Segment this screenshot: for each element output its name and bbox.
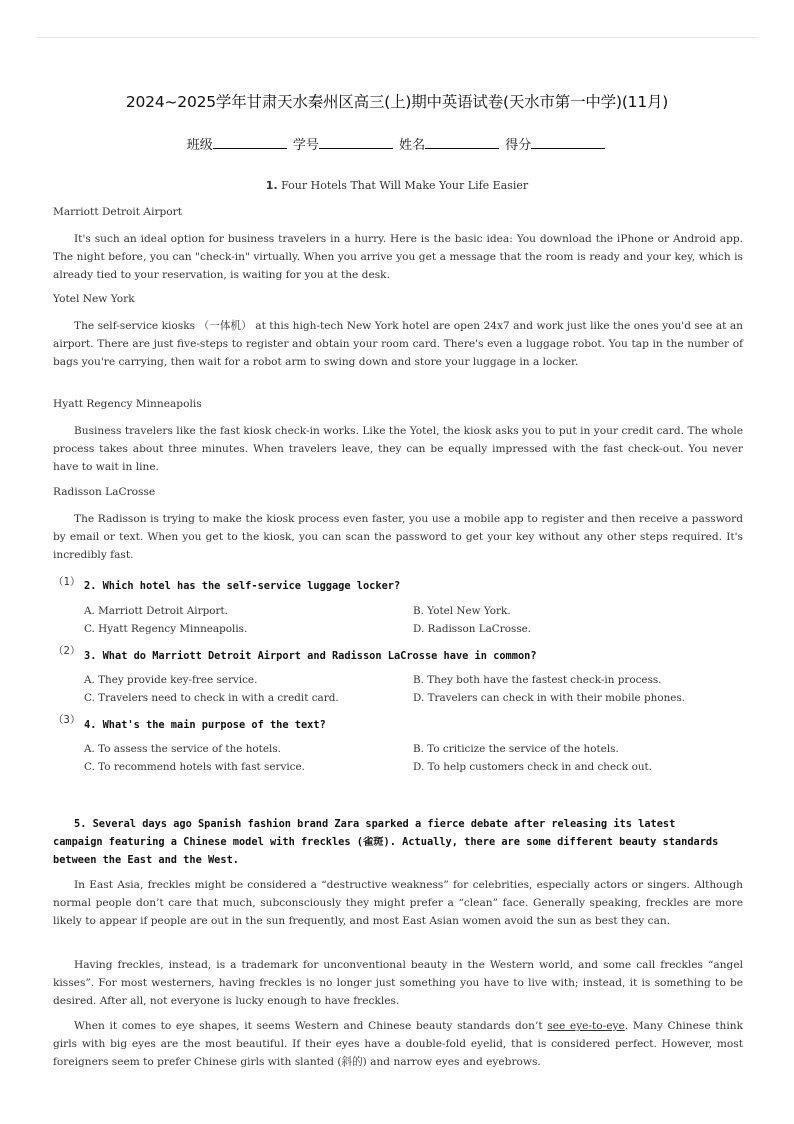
option-b[interactable]: B. Yotel New York. — [413, 605, 511, 617]
paragraph-text: . Many Chinese think girls with big eyes are the most beautiful. If their eyes have a double-fold eyelid, that is considered perfect. However, most foreigners seem to prefer Chinese girls with slanted (斜的) and narrow eyes and eyebrows. — [53, 1020, 744, 1068]
field-number-label: 学号 — [292, 138, 319, 153]
passage2-paragraph: In East Asia, freckles might be considered a “destructive weakness” for celebrities, especially actors or singers. Although normal people don’t care that much, subconsciously they might prefer a “clean” face. Generally speaking, freckles are more likely to appear if people are out in the sun frequently, and most East Asian women avoid the sun as best they can. — [53, 879, 743, 927]
field-score-label: 得分 — [505, 138, 532, 153]
hotel-name: Marriott Detroit Airport — [53, 206, 182, 218]
option-c[interactable]: C. To recommend hotels with fast service. — [84, 761, 305, 773]
paragraph-text: When it comes to eye shapes, it seems Western and Chinese beauty standards don’t — [74, 1020, 548, 1032]
hotel-name: Radisson LaCrosse — [53, 486, 156, 498]
option-c[interactable]: C. Travelers need to check in with a credit card. — [84, 692, 339, 704]
field-name-label: 姓名 — [399, 138, 426, 153]
underlined-phrase: see eye-to-eye — [547, 1020, 625, 1032]
option-d[interactable]: D. Travelers can check in with their mobile phones. — [413, 692, 686, 704]
option-a[interactable]: A. They provide key-free service. — [84, 674, 258, 686]
sub-question-number: （3） — [53, 714, 81, 726]
passage2-paragraph — [53, 1017, 743, 1071]
option-c[interactable]: C. Hyatt Regency Minneapolis. — [84, 623, 248, 635]
top-divider — [36, 37, 758, 38]
hotel-name: Yotel New York — [53, 293, 135, 305]
question-text: 2. Which hotel has the self-service luggage locker? — [84, 580, 401, 592]
field-name-blank[interactable] — [425, 136, 499, 149]
passage2-paragraph: Having freckles, instead, is a trademark for unconventional beauty in the Western world, and some call freckles “angel kisses”. For most westerners, having freckles is no longer just something you have to live with; instead, it is something to be desired. After all, not everyone is lucky enough to have freckles. — [53, 959, 743, 1007]
hotel-description: The self-service kiosks （一体机） at this high-tech New York hotel are open 24x7 and work just like the ones you'd see at an airport. There are just five-steps to register and obtain your room card. There's even a luggage robot. You tap in the number of bags you're carrying, then wait for a robot arm to swing down and store your luggage in a locker. — [53, 320, 743, 368]
field-score-blank[interactable] — [531, 136, 605, 149]
option-d[interactable]: D. Radisson LaCrosse. — [413, 623, 532, 635]
sub-question-number: （2） — [53, 645, 81, 657]
hotel-description: The Radisson is trying to make the kiosk process even faster, you use a mobile app to register and then receive a password by email or text. When you get to the kiosk, you can scan the password to get your key without any other steps required. It's incredibly fast. — [53, 513, 743, 561]
sub-question-number: （1） — [53, 576, 81, 588]
option-b[interactable]: B. To criticize the service of the hotels. — [413, 743, 619, 755]
option-d[interactable]: D. To help customers check in and check out. — [413, 761, 652, 773]
option-a[interactable]: A. To assess the service of the hotels. — [84, 743, 281, 755]
exam-title: 2024~2025学年甘肃天水秦州区高三(上)期中英语试卷(天水市第一中学)(11月) — [125, 93, 669, 111]
passage1-number: 1. — [265, 179, 278, 192]
field-class-label: 班级 — [186, 138, 213, 153]
option-a[interactable]: A. Marriott Detroit Airport. — [84, 605, 228, 617]
field-class-blank[interactable] — [213, 136, 287, 149]
passage1-heading — [0, 179, 794, 192]
hotel-description: Business travelers like the fast kiosk check-in works. Like the Yotel, the kiosk asks you to put in your credit card. The whole process takes about three minutes. When travelers leave, they can be equally impressed with the fast check-out. You never have to wait in line. — [53, 425, 743, 473]
question-text: 4. What's the main purpose of the text? — [84, 719, 326, 731]
option-b[interactable]: B. They both have the fastest check-in process. — [413, 674, 662, 686]
student-info-fields — [0, 134, 794, 153]
field-number-blank[interactable] — [319, 136, 393, 149]
question-text: 3. What do Marriott Detroit Airport and Radisson LaCrosse have in common? — [84, 650, 537, 662]
passage1-title: Four Hotels That Will Make Your Life Easier — [281, 179, 529, 192]
hotel-name: Hyatt Regency Minneapolis — [53, 398, 202, 410]
hotel-description: It's such an ideal option for business travelers in a hurry. Here is the basic idea: You download the iPhone or Android app. The night before, you can "check-in" virtually. When you arrive you get a message that the room is ready and your key, which is already tied to your reservation, is waiting for you at the desk. — [53, 233, 743, 281]
passage2-intro: 5. Several days ago Spanish fashion brand Zara sparked a fierce debate after releasing its latest campaign featuring a Chinese model with freckles (雀斑). Actually, there are some different beauty standards between the East and the West. — [53, 818, 719, 866]
